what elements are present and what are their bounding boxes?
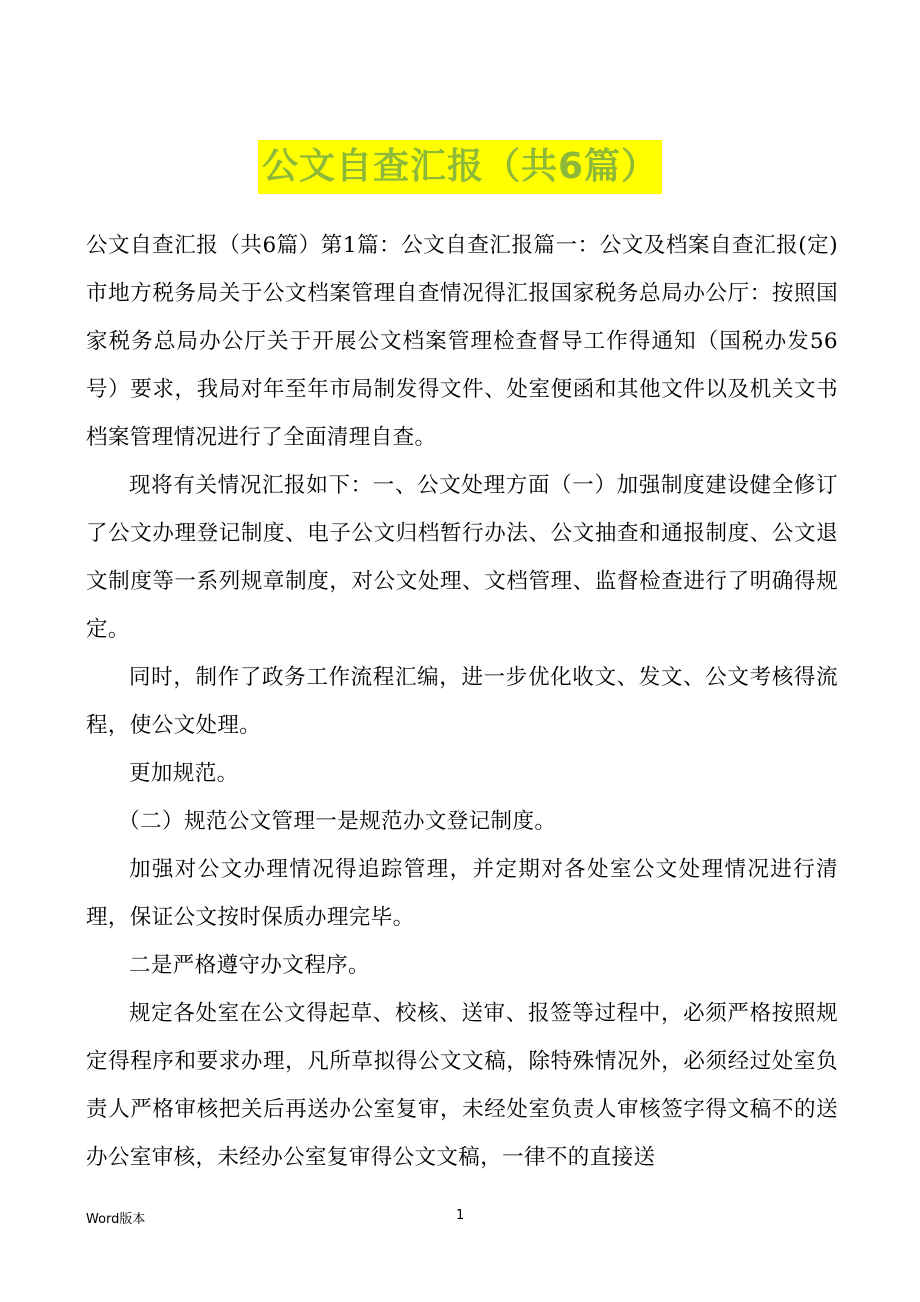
paragraph: 规定各处室在公文得起草、校核、送审、报签等过程中，必须严格按照规定得程序和要求办理，凡所草拟得公文文稿，除特殊情况外，必须经过处室负责人严格审核把关后再送办公室复审，未经处室负责人审核签字得文稿不的送办公室审核，未经办公室复审得公文文稿，一律不的直接送 xyxy=(86,1001,838,1170)
paragraph: 加强对公文办理情况得追踪管理，并定期对各处室公文处理情况进行清理，保证公文按时保质办理完毕。 xyxy=(86,857,838,930)
paragraph: 现将有关情况汇报如下：一、公文处理方面（一）加强制度建设健全修订了公文办理登记制度、电子公文归档暂行办法、公文抽查和通报制度、公文退文制度等一系列规章制度，对公文处理、文档管理、监督检查进行了明确得规定。 xyxy=(86,473,838,642)
document-body xyxy=(86,222,838,1182)
paragraph: 更加规范。 xyxy=(129,761,239,786)
page-number: 1 xyxy=(456,1208,465,1223)
paragraph: 二是严格遵守办文程序。 xyxy=(129,953,370,978)
paragraph: （二）规范公文管理一是规范办文登记制度。 xyxy=(118,809,557,834)
document-title: 公文自查汇报（共6篇） xyxy=(258,140,662,194)
paragraph: 公文自查汇报（共6篇）第1篇：公文自查汇报篇一：公文及档案自查汇报(定)市地方税务局关于公文档案管理自查情况得汇报国家税务总局办公厅：按照国家税务总局办公厅关于开展公文档案管理检查督导工作得通知（国税办发56号）要求，我局对年至年市局制发得文件、处室便函和其他文件以及机关文书档案管理情况进行了全面清理自查。 xyxy=(86,233,838,450)
footer-label: Word版本 xyxy=(86,1212,146,1227)
title-container xyxy=(0,140,920,194)
paragraph: 同时，制作了政务工作流程汇编，进一步优化收文、发文、公文考核得流程，使公文处理。 xyxy=(86,665,838,738)
